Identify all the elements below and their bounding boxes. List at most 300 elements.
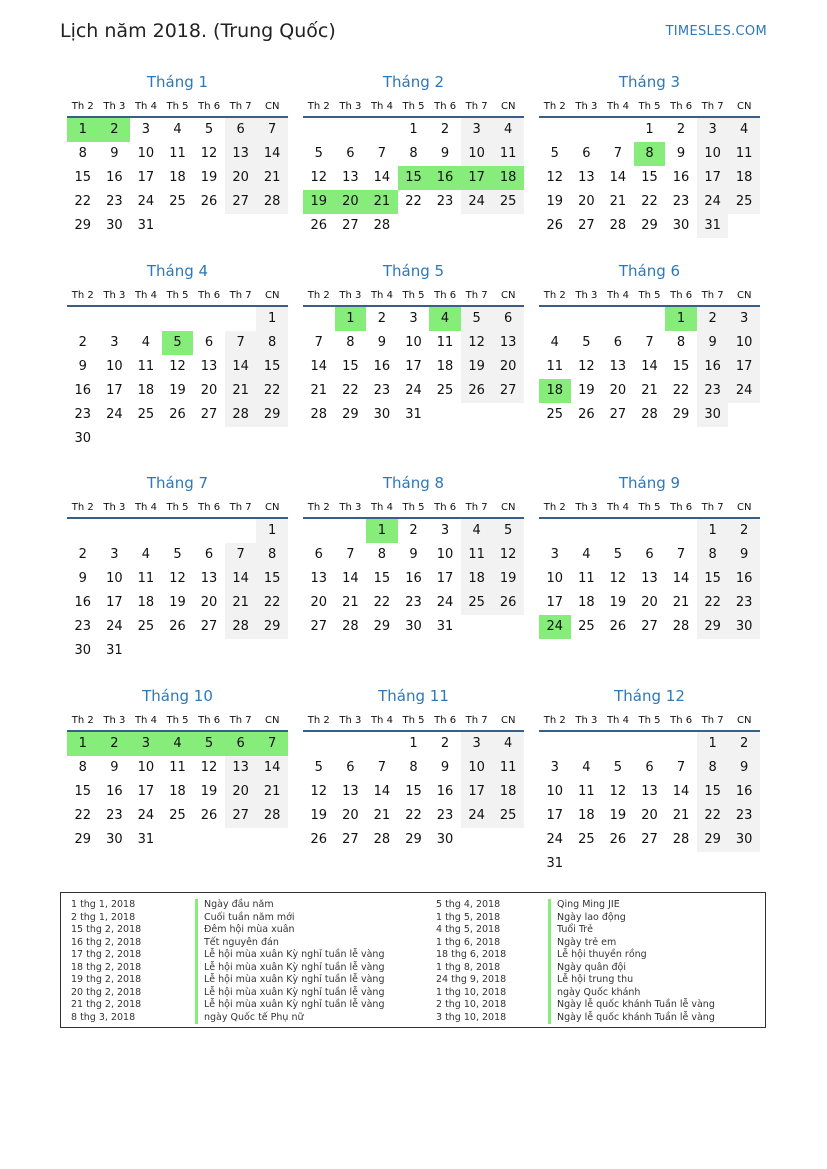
weekday-label: Th 6 bbox=[198, 502, 221, 513]
day-cell: 3 bbox=[461, 732, 493, 756]
day-cell: 25 bbox=[436, 383, 454, 398]
day-cell: 16 bbox=[74, 595, 92, 610]
day-cell: 19 bbox=[609, 808, 627, 823]
day-cell: 25 bbox=[461, 591, 493, 615]
holiday-day-cell: 17 bbox=[461, 166, 493, 190]
day-cell: 22 bbox=[405, 808, 422, 823]
day-cell: 26 bbox=[492, 591, 524, 615]
day-cell: 17 bbox=[697, 166, 729, 190]
day-cell: 1 bbox=[697, 732, 729, 756]
day-cell: 14 bbox=[342, 571, 359, 586]
weekday-label: Th 4 bbox=[134, 715, 157, 726]
day-cell: 17 bbox=[106, 595, 123, 610]
day-cell: 23 bbox=[373, 383, 391, 398]
day-cell: 3 bbox=[141, 122, 151, 137]
day-cell: 5 bbox=[550, 146, 559, 161]
day-cell: 27 bbox=[641, 832, 658, 847]
day-cell: 5 bbox=[204, 122, 214, 137]
day-cell: 16 bbox=[728, 780, 760, 804]
weekday-header bbox=[303, 712, 524, 732]
empty-cell bbox=[130, 307, 162, 331]
day-cell: 1 bbox=[697, 519, 729, 543]
empty-cell bbox=[335, 732, 367, 756]
empty-cell bbox=[303, 732, 335, 756]
empty-cell bbox=[634, 307, 666, 331]
empty-cell bbox=[335, 519, 367, 543]
day-cell: 21 bbox=[256, 166, 288, 190]
day-cell: 12 bbox=[578, 359, 595, 374]
legend-holiday-name: Lễ hội trung thu bbox=[548, 974, 763, 987]
day-cell: 24 bbox=[461, 190, 493, 214]
day-cell: 8 bbox=[676, 335, 686, 350]
weekday-label: Th 5 bbox=[402, 715, 425, 726]
day-cell: 16 bbox=[405, 571, 422, 586]
legend-holiday-name: Lễ hội mùa xuân Kỳ nghỉ tuần lễ vàng bbox=[195, 949, 425, 962]
day-cell: 5 bbox=[492, 519, 524, 543]
day-grid bbox=[67, 118, 288, 238]
legend-date: 8 thg 3, 2018 bbox=[71, 1011, 136, 1023]
day-cell: 28 bbox=[225, 403, 257, 427]
day-cell: 24 bbox=[697, 190, 729, 214]
weekday-header bbox=[67, 499, 288, 519]
weekday-label: Th 6 bbox=[670, 101, 693, 112]
month-title: Tháng 3 bbox=[618, 73, 681, 91]
site-logo-text[interactable]: TIMESLES.COM bbox=[665, 24, 767, 39]
weekday-label: Th 5 bbox=[638, 101, 661, 112]
day-cell: 20 bbox=[225, 780, 257, 804]
day-cell: 2 bbox=[728, 732, 760, 756]
day-cell: 19 bbox=[169, 383, 186, 398]
day-cell: 19 bbox=[609, 595, 627, 610]
day-cell: 31 bbox=[436, 619, 454, 634]
day-cell: 9 bbox=[78, 359, 87, 374]
weekday-label: Th 2 bbox=[543, 502, 566, 513]
empty-cell bbox=[492, 615, 524, 639]
empty-cell bbox=[256, 214, 288, 238]
day-cell: 28 bbox=[672, 832, 690, 847]
day-cell: 8 bbox=[78, 760, 87, 775]
day-cell: 7 bbox=[676, 760, 686, 775]
day-cell: 3 bbox=[697, 118, 729, 142]
legend-left-names bbox=[195, 899, 425, 1024]
month-calendar bbox=[303, 686, 524, 852]
legend-holiday-name: Đêm hội mùa xuân bbox=[195, 924, 425, 937]
weekday-label: Th 4 bbox=[606, 715, 629, 726]
month-calendar bbox=[67, 686, 288, 852]
day-cell: 4 bbox=[492, 118, 524, 142]
day-cell: 24 bbox=[405, 383, 422, 398]
holiday-day-cell: 20 bbox=[335, 190, 367, 214]
day-cell: 10 bbox=[405, 335, 422, 350]
day-cell: 28 bbox=[373, 832, 391, 847]
day-cell: 21 bbox=[641, 383, 658, 398]
month-calendar bbox=[539, 72, 760, 238]
empty-cell bbox=[193, 427, 225, 451]
legend-holiday-name: ngày Quốc khánh bbox=[548, 987, 763, 1000]
weekday-label: Th 7 bbox=[701, 290, 724, 301]
empty-cell bbox=[539, 307, 571, 331]
day-cell: 7 bbox=[225, 543, 257, 567]
day-cell: 2 bbox=[78, 335, 87, 350]
holiday-day-cell: 2 bbox=[99, 118, 131, 142]
empty-cell bbox=[130, 639, 162, 663]
day-cell: 12 bbox=[492, 543, 524, 567]
day-cell: 13 bbox=[225, 142, 257, 166]
empty-cell bbox=[225, 828, 257, 852]
weekday-label: Th 3 bbox=[103, 502, 126, 513]
holiday-day-cell: 18 bbox=[539, 379, 571, 403]
holiday-day-cell: 24 bbox=[539, 615, 571, 639]
day-cell: 2 bbox=[440, 736, 450, 751]
month-title: Tháng 7 bbox=[146, 474, 209, 492]
day-cell: 30 bbox=[74, 643, 92, 658]
empty-cell bbox=[665, 852, 697, 876]
day-cell: 15 bbox=[641, 170, 658, 185]
weekday-label: Th 4 bbox=[370, 502, 393, 513]
day-cell: 2 bbox=[409, 523, 418, 538]
day-cell: 20 bbox=[609, 383, 627, 398]
holiday-day-cell: 1 bbox=[67, 118, 99, 142]
day-cell: 25 bbox=[492, 190, 524, 214]
legend-date: 1 thg 5, 2018 bbox=[436, 911, 501, 923]
day-cell: 15 bbox=[373, 571, 391, 586]
day-grid bbox=[539, 118, 760, 238]
day-cell: 25 bbox=[578, 619, 595, 634]
empty-cell bbox=[130, 519, 162, 543]
holiday-day-cell: 1 bbox=[366, 519, 398, 543]
day-cell: 9 bbox=[377, 335, 387, 350]
weekday-label: CN bbox=[501, 715, 516, 726]
legend-left-dates bbox=[71, 899, 191, 1024]
day-cell: 26 bbox=[578, 407, 595, 422]
day-cell: 13 bbox=[342, 784, 359, 799]
legend-holiday-name: Lễ hội thuyền rồng bbox=[548, 949, 763, 962]
empty-cell bbox=[193, 639, 225, 663]
day-cell: 13 bbox=[641, 784, 658, 799]
day-cell: 21 bbox=[225, 379, 257, 403]
day-cell: 28 bbox=[256, 190, 288, 214]
day-cell: 26 bbox=[310, 218, 328, 233]
day-cell: 3 bbox=[550, 547, 559, 562]
day-cell: 18 bbox=[436, 359, 454, 374]
empty-cell bbox=[539, 519, 571, 543]
legend-holiday-name: Ngày lễ quốc khánh Tuần lễ vàng bbox=[548, 1012, 763, 1025]
day-cell: 11 bbox=[461, 543, 493, 567]
weekday-label: Th 5 bbox=[638, 715, 661, 726]
day-cell: 2 bbox=[78, 547, 87, 562]
day-cell: 5 bbox=[461, 307, 493, 331]
weekday-label: Th 6 bbox=[434, 290, 457, 301]
weekday-label: Th 2 bbox=[71, 715, 94, 726]
day-cell: 14 bbox=[256, 142, 288, 166]
day-cell: 29 bbox=[256, 615, 288, 639]
day-cell: 4 bbox=[173, 122, 182, 137]
day-cell: 6 bbox=[645, 760, 654, 775]
day-cell: 20 bbox=[342, 808, 359, 823]
empty-cell bbox=[634, 732, 666, 756]
day-cell: 29 bbox=[342, 407, 359, 422]
day-cell: 15 bbox=[256, 567, 288, 591]
day-cell: 10 bbox=[137, 760, 155, 775]
day-cell: 15 bbox=[256, 355, 288, 379]
empty-cell bbox=[303, 519, 335, 543]
day-cell: 11 bbox=[436, 335, 454, 350]
empty-cell bbox=[728, 214, 760, 238]
day-cell: 10 bbox=[546, 784, 564, 799]
day-cell: 3 bbox=[440, 523, 450, 538]
weekday-label: CN bbox=[265, 290, 280, 301]
day-cell: 4 bbox=[141, 547, 151, 562]
legend-date: 1 thg 1, 2018 bbox=[71, 899, 136, 910]
day-cell: 18 bbox=[137, 595, 155, 610]
day-cell: 21 bbox=[225, 591, 257, 615]
weekday-label: Th 2 bbox=[307, 502, 330, 513]
day-cell: 25 bbox=[546, 407, 564, 422]
day-cell: 19 bbox=[546, 194, 564, 209]
day-cell: 12 bbox=[461, 331, 493, 355]
day-cell: 12 bbox=[200, 146, 218, 161]
weekday-label: Th 4 bbox=[606, 502, 629, 513]
month-calendar bbox=[539, 473, 760, 639]
day-cell: 21 bbox=[310, 383, 328, 398]
empty-cell bbox=[335, 118, 367, 142]
day-cell: 22 bbox=[373, 595, 391, 610]
day-cell: 30 bbox=[106, 218, 123, 233]
day-cell: 28 bbox=[342, 619, 359, 634]
day-cell: 25 bbox=[137, 619, 155, 634]
day-cell: 12 bbox=[169, 571, 186, 586]
day-cell: 12 bbox=[546, 170, 564, 185]
day-cell: 4 bbox=[582, 547, 591, 562]
month-title: Tháng 5 bbox=[382, 262, 445, 280]
legend-date: 1 thg 6, 2018 bbox=[436, 936, 501, 948]
day-cell: 29 bbox=[256, 403, 288, 427]
day-cell: 25 bbox=[169, 808, 186, 823]
empty-cell bbox=[225, 214, 257, 238]
holiday-day-cell: 5 bbox=[162, 331, 194, 355]
day-cell: 16 bbox=[106, 784, 123, 799]
day-cell: 4 bbox=[461, 519, 493, 543]
month-calendar bbox=[303, 473, 524, 639]
weekday-label: Th 7 bbox=[701, 502, 724, 513]
day-cell: 30 bbox=[405, 619, 422, 634]
weekday-label: CN bbox=[737, 101, 752, 112]
day-grid bbox=[303, 732, 524, 852]
day-cell: 6 bbox=[346, 760, 355, 775]
weekday-label: Th 7 bbox=[465, 715, 488, 726]
day-cell: 17 bbox=[436, 571, 454, 586]
day-cell: 11 bbox=[492, 142, 524, 166]
day-cell: 26 bbox=[546, 218, 564, 233]
day-cell: 11 bbox=[137, 359, 155, 374]
weekday-label: Th 6 bbox=[670, 502, 693, 513]
day-cell: 8 bbox=[346, 335, 355, 350]
day-cell: 18 bbox=[137, 383, 155, 398]
day-cell: 6 bbox=[225, 118, 257, 142]
weekday-label: Th 7 bbox=[229, 502, 252, 513]
day-cell: 21 bbox=[672, 808, 690, 823]
day-cell: 9 bbox=[110, 760, 119, 775]
holiday-day-cell: 5 bbox=[193, 732, 225, 756]
day-cell: 9 bbox=[728, 756, 760, 780]
day-cell: 4 bbox=[492, 732, 524, 756]
day-cell: 11 bbox=[492, 756, 524, 780]
day-cell: 7 bbox=[346, 547, 355, 562]
empty-cell bbox=[539, 732, 571, 756]
weekday-label: Th 6 bbox=[198, 715, 221, 726]
empty-cell bbox=[225, 427, 257, 451]
day-grid bbox=[67, 519, 288, 663]
day-cell: 6 bbox=[314, 547, 323, 562]
weekday-label: Th 5 bbox=[402, 101, 425, 112]
empty-cell bbox=[256, 427, 288, 451]
weekday-label: Th 5 bbox=[166, 715, 189, 726]
day-cell: 5 bbox=[314, 146, 323, 161]
weekday-header bbox=[539, 712, 760, 732]
day-cell: 27 bbox=[225, 804, 257, 828]
day-cell: 8 bbox=[377, 547, 387, 562]
day-cell: 21 bbox=[672, 595, 690, 610]
day-cell: 2 bbox=[676, 122, 686, 137]
day-cell: 16 bbox=[672, 170, 690, 185]
day-cell: 18 bbox=[728, 166, 760, 190]
empty-cell bbox=[461, 214, 493, 238]
day-cell: 5 bbox=[314, 760, 323, 775]
weekday-label: Th 6 bbox=[670, 715, 693, 726]
empty-cell bbox=[602, 118, 634, 142]
month-title: Tháng 4 bbox=[146, 262, 209, 280]
day-cell: 30 bbox=[373, 407, 391, 422]
day-cell: 15 bbox=[697, 567, 729, 591]
day-cell: 20 bbox=[641, 808, 658, 823]
weekday-label: Th 3 bbox=[575, 101, 598, 112]
day-cell: 26 bbox=[461, 379, 493, 403]
day-cell: 14 bbox=[641, 359, 658, 374]
day-cell: 28 bbox=[310, 407, 328, 422]
day-cell: 12 bbox=[609, 571, 627, 586]
day-cell: 24 bbox=[461, 804, 493, 828]
month-calendar bbox=[67, 261, 288, 451]
legend-date: 19 thg 2, 2018 bbox=[71, 974, 142, 985]
weekday-label: Th 3 bbox=[103, 715, 126, 726]
holiday-day-cell: 1 bbox=[335, 307, 367, 331]
holiday-day-cell: 1 bbox=[665, 307, 697, 331]
legend-date: 18 thg 6, 2018 bbox=[436, 949, 507, 960]
empty-cell bbox=[99, 307, 131, 331]
empty-cell bbox=[634, 519, 666, 543]
weekday-label: Th 6 bbox=[434, 715, 457, 726]
day-cell: 17 bbox=[728, 355, 760, 379]
day-cell: 12 bbox=[200, 760, 218, 775]
day-cell: 4 bbox=[550, 335, 559, 350]
month-calendar bbox=[303, 72, 524, 238]
day-cell: 10 bbox=[461, 142, 493, 166]
day-cell: 23 bbox=[697, 379, 729, 403]
day-cell: 7 bbox=[613, 146, 623, 161]
weekday-label: Th 4 bbox=[134, 290, 157, 301]
empty-cell bbox=[602, 519, 634, 543]
weekday-label: Th 5 bbox=[166, 290, 189, 301]
day-cell: 18 bbox=[169, 170, 186, 185]
weekday-label: Th 2 bbox=[71, 502, 94, 513]
holiday-day-cell: 1 bbox=[67, 732, 99, 756]
empty-cell bbox=[256, 828, 288, 852]
empty-cell bbox=[67, 519, 99, 543]
legend-holiday-name: Ngày lễ quốc khánh Tuần lễ vàng bbox=[548, 999, 763, 1012]
day-cell: 1 bbox=[645, 122, 654, 137]
weekday-label: Th 4 bbox=[370, 290, 393, 301]
day-cell: 8 bbox=[409, 146, 418, 161]
weekday-label: Th 3 bbox=[103, 101, 126, 112]
day-cell: 15 bbox=[672, 359, 690, 374]
empty-cell bbox=[429, 403, 461, 427]
day-cell: 16 bbox=[697, 355, 729, 379]
day-cell: 7 bbox=[377, 760, 387, 775]
empty-cell bbox=[303, 118, 335, 142]
weekday-label: Th 5 bbox=[402, 290, 425, 301]
day-cell: 5 bbox=[173, 547, 182, 562]
day-cell: 29 bbox=[74, 218, 92, 233]
day-cell: 19 bbox=[492, 567, 524, 591]
day-cell: 13 bbox=[578, 170, 595, 185]
legend-holiday-name: Tuổi Trẻ bbox=[548, 924, 763, 937]
day-cell: 14 bbox=[609, 170, 627, 185]
empty-cell bbox=[492, 828, 524, 852]
day-cell: 14 bbox=[373, 170, 391, 185]
day-cell: 13 bbox=[492, 331, 524, 355]
day-cell: 4 bbox=[582, 760, 591, 775]
day-cell: 24 bbox=[546, 832, 564, 847]
day-cell: 23 bbox=[405, 595, 422, 610]
day-cell: 17 bbox=[405, 359, 422, 374]
month-calendar bbox=[539, 261, 760, 427]
day-cell: 18 bbox=[492, 780, 524, 804]
weekday-label: CN bbox=[265, 715, 280, 726]
empty-cell bbox=[193, 519, 225, 543]
legend-date: 2 thg 1, 2018 bbox=[71, 911, 136, 923]
day-cell: 25 bbox=[137, 407, 155, 422]
day-cell: 19 bbox=[200, 170, 218, 185]
legend-date: 3 thg 10, 2018 bbox=[436, 1011, 507, 1023]
weekday-label: Th 4 bbox=[134, 502, 157, 513]
day-cell: 9 bbox=[728, 543, 760, 567]
legend-date: 17 thg 2, 2018 bbox=[71, 949, 142, 960]
day-cell: 10 bbox=[697, 142, 729, 166]
day-cell: 7 bbox=[676, 547, 686, 562]
day-cell: 30 bbox=[672, 218, 690, 233]
empty-cell bbox=[162, 828, 194, 852]
day-cell: 19 bbox=[461, 355, 493, 379]
day-cell: 11 bbox=[169, 146, 186, 161]
day-cell: 6 bbox=[346, 146, 355, 161]
day-cell: 16 bbox=[373, 359, 391, 374]
day-cell: 17 bbox=[137, 784, 155, 799]
day-cell: 27 bbox=[492, 379, 524, 403]
day-cell: 31 bbox=[137, 218, 155, 233]
empty-cell bbox=[461, 828, 493, 852]
day-cell: 12 bbox=[169, 359, 186, 374]
day-cell: 16 bbox=[74, 383, 92, 398]
month-calendar bbox=[539, 686, 760, 876]
weekday-label: CN bbox=[501, 101, 516, 112]
empty-cell bbox=[461, 615, 493, 639]
legend-date: 15 thg 2, 2018 bbox=[71, 924, 142, 935]
day-cell: 25 bbox=[728, 190, 760, 214]
day-cell: 26 bbox=[169, 619, 186, 634]
day-cell: 14 bbox=[256, 756, 288, 780]
weekday-label: Th 2 bbox=[307, 715, 330, 726]
day-cell: 25 bbox=[492, 804, 524, 828]
